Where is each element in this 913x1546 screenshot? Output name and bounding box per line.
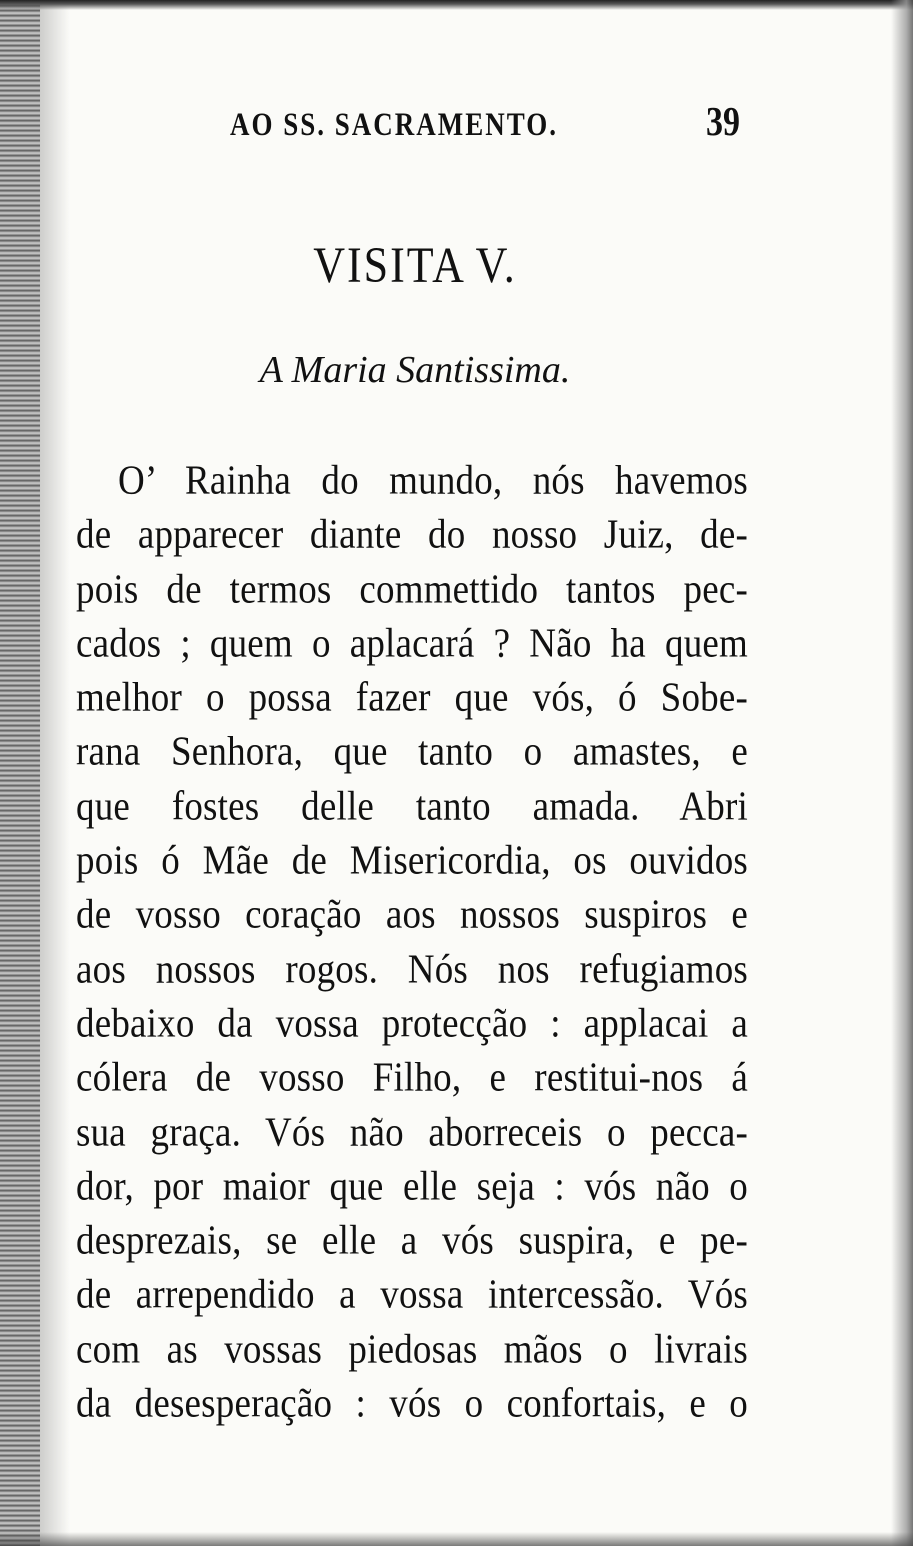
running-head [230,100,740,146]
text-line: dor, por maior que elle seja : vós não o [76,1163,748,1210]
right-page-edge [891,0,913,1546]
text-line: cólera de vosso Filho, e restitui-nos á [76,1054,748,1101]
body-paragraph [76,454,748,1431]
text-line: pois ó Mãe de Misericordia, os ouvidos [76,837,748,884]
text-line: melhor o possa fazer que vós, ó Sobe- [76,674,748,721]
text-line: que fostes delle tanto amada. Abri [76,783,748,830]
running-title: AO SS. SACRAMENTO. [230,106,559,142]
text-line: debaixo da vossa protecção : applacai a [76,1000,748,1047]
text-line: rana Senhora, que tanto o amastes, e [76,728,748,775]
text-line: de vosso coração aos nossos suspiros e [76,891,748,938]
text-line: O’ Rainha do mundo, nós havemos [118,457,748,504]
text-line: da desesperação : vós o confortais, e o [76,1380,748,1427]
text-line: desprezais, se elle a vós suspira, e pe- [76,1217,748,1264]
text-line: de arrependido a vossa intercessão. Vós [76,1271,748,1318]
bottom-scan-edge [0,1532,913,1546]
text-line: cados ; quem o aplacará ? Não ha quem [76,620,748,667]
text-line: aos nossos rogos. Nós nos refugiamos [76,946,748,993]
text-line: com as vossas piedosas mãos o livrais [76,1326,748,1373]
text-line: sua graça. Vós não aborreceis o pecca- [76,1109,748,1155]
binding-shadow [40,0,70,1546]
page-number: 39 [706,100,740,145]
top-scan-edge [0,0,913,10]
section-heading: VISITA V. [313,237,517,294]
binding-edge [0,0,40,1546]
text-line: pois de termos commettido tantos pec- [76,566,748,612]
section-subtitle: A Maria Santissima. [259,349,571,391]
text-line: de apparecer diante do nosso Juiz, de- [76,511,748,558]
